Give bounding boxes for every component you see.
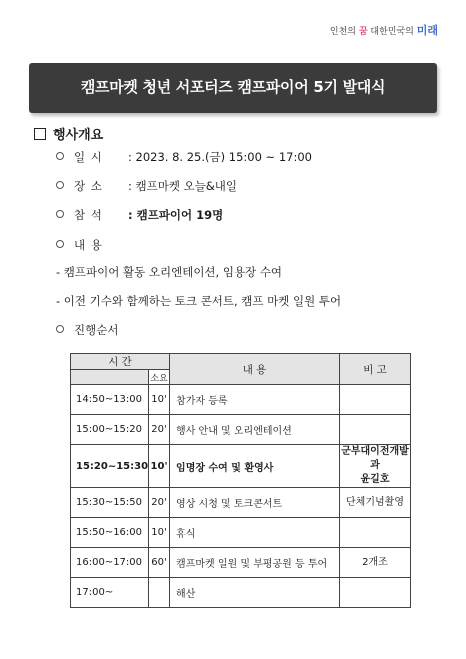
- table-row: [71, 518, 411, 548]
- circle-bullet-icon: [56, 181, 64, 189]
- table-row: [71, 578, 411, 608]
- cell-content: 해산: [170, 578, 340, 608]
- header-time: 시 간: [71, 354, 170, 370]
- cell-content: 캠프마켓 일원 및 부평공원 등 투어: [170, 548, 340, 578]
- table-row: [71, 548, 411, 578]
- circle-bullet-icon: [56, 210, 64, 218]
- info-value: : 캠프마켓 오늘&내일: [128, 179, 238, 193]
- info-row-place: [56, 178, 237, 194]
- cell-note: 단체기념촬영: [340, 488, 411, 518]
- section-title: 행사개요: [53, 128, 104, 143]
- city-logo: [330, 22, 438, 38]
- table-row: [71, 415, 411, 445]
- header-duration: 소요: [149, 370, 170, 385]
- cell-duration: [149, 578, 170, 608]
- cell-note: 군부대이전개발과 윤길호: [340, 445, 411, 488]
- title-banner: [29, 63, 437, 113]
- cell-duration: 10': [149, 518, 170, 548]
- square-bullet-icon: [34, 128, 46, 140]
- header-content: 내 용: [170, 354, 340, 385]
- header-note: 비 고: [340, 354, 411, 385]
- info-label: 일 시: [74, 150, 103, 164]
- cell-time: 15:50~16:00: [71, 518, 149, 548]
- info-row-content: [56, 237, 128, 253]
- content-item: - 캠프파이어 활동 오리엔테이션, 임용장 수여: [56, 265, 283, 279]
- cell-duration: 20': [149, 488, 170, 518]
- table-row: [71, 385, 411, 415]
- info-row-date: [56, 149, 312, 165]
- info-value: : 2023. 8. 25.(금) 15:00 ~ 17:00: [128, 150, 312, 164]
- schedule-table: [70, 353, 411, 608]
- logo-middle: 대한민국의: [367, 27, 417, 37]
- table-row: [71, 445, 411, 488]
- circle-bullet-icon: [56, 152, 64, 160]
- info-label: 참 석: [74, 208, 103, 222]
- section-heading: [34, 124, 103, 143]
- cell-duration: 10': [149, 445, 170, 488]
- cell-note: 2개조: [340, 548, 411, 578]
- program-title: 진행순서: [74, 323, 119, 337]
- circle-bullet-icon: [56, 325, 64, 333]
- cell-time: 15:00~15:20: [71, 415, 149, 445]
- logo-prefix: 인천의: [329, 27, 359, 37]
- info-label: 장 소: [74, 179, 103, 193]
- cell-time: 16:00~17:00: [71, 548, 149, 578]
- cell-duration: 60': [149, 548, 170, 578]
- cell-duration: 20': [149, 415, 170, 445]
- cell-duration: 10': [149, 385, 170, 415]
- cell-content: 휴식: [170, 518, 340, 548]
- cell-content: 참가자 등록: [170, 385, 340, 415]
- cell-content: 행사 안내 및 오리엔테이션: [170, 415, 340, 445]
- info-label: 내 용: [74, 238, 103, 252]
- cell-time: 15:20~15:30: [71, 445, 149, 488]
- info-row-attendees: [56, 207, 223, 223]
- cell-note: [340, 415, 411, 445]
- cell-time: 17:00~: [71, 578, 149, 608]
- logo-brand: 미래: [416, 24, 438, 37]
- cell-time: 15:30~15:50: [71, 488, 149, 518]
- cell-note: [340, 578, 411, 608]
- program-heading: [56, 322, 118, 338]
- cell-time: 14:50~13:00: [71, 385, 149, 415]
- page-title: 캠프마켓 청년 서포터즈 캠프파이어 5기 발대식: [80, 78, 386, 96]
- cell-content: 영상 시청 및 토크콘서트: [170, 488, 340, 518]
- cell-note: [340, 518, 411, 548]
- info-value: : 캠프파이어 19명: [128, 208, 224, 222]
- table-row: [71, 488, 411, 518]
- circle-bullet-icon: [56, 240, 64, 248]
- content-item: - 이전 기수와 함께하는 토크 콘서트, 캠프 마켓 일원 투어: [56, 294, 342, 308]
- cell-content: 임명장 수여 및 환영사: [170, 445, 340, 488]
- logo-accent: 꿈: [358, 27, 368, 37]
- cell-note: [340, 385, 411, 415]
